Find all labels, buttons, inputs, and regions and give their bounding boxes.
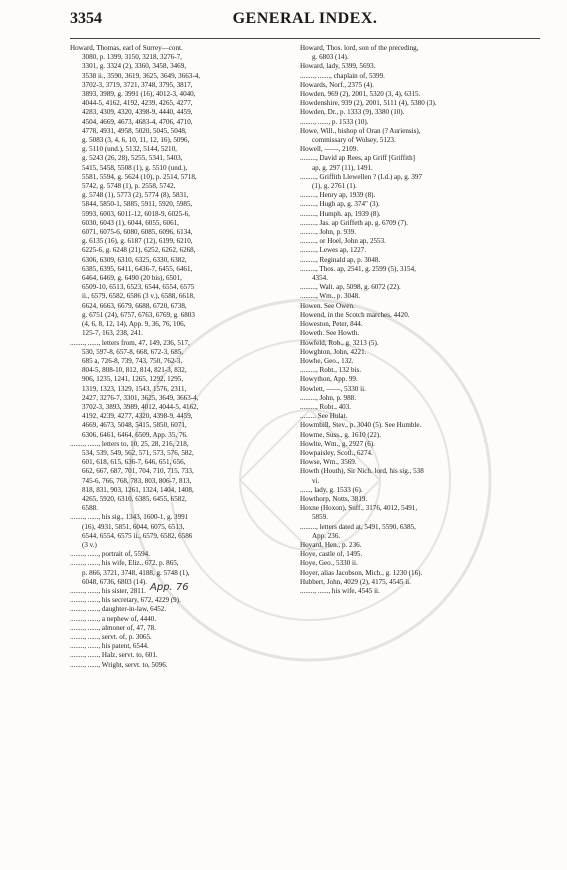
- index-entry-continuation: p. 866, 3721, 3748, 4188, g. 5748 (1),: [82, 568, 190, 577]
- index-entry-continuation: App. 236.: [312, 531, 341, 540]
- index-entry-continuation: 6385, 6395, 6411, 6436-7, 6455, 6461,: [82, 264, 193, 273]
- index-entry: ........., Hugh ap, g. 374" (3).: [300, 200, 380, 209]
- index-entry: Howeston, Peter, 844.: [300, 320, 363, 329]
- handwritten-note: App. 76: [150, 582, 189, 593]
- index-entry-continuation: (1), g. 2761 (1).: [312, 182, 357, 191]
- index-entry-continuation: 6588.: [82, 504, 98, 513]
- index-entry: Hoyard, Hen., p. 236.: [300, 540, 362, 549]
- index-entry: Howth (Houth), Sir Nich. lord, his sig., 538: [300, 467, 424, 476]
- index-entry-continuation: 662, 667, 687, 701, 704, 710, 715, 733,: [82, 467, 194, 476]
- index-entry: ........., or Hoel, John ap, 2553.: [300, 237, 386, 246]
- index-entry: ........., John, p. 988.: [300, 393, 356, 402]
- index-entry-continuation: 3538 ii., 3590, 3619, 3625, 3649, 3663-4,: [82, 71, 201, 80]
- index-entry: ........, ......, Wright, servt. to, 5096.: [70, 660, 168, 669]
- index-entry: ........., Robt., 403.: [300, 402, 352, 411]
- index-entry-continuation: 3893, 3989, g. 3991 (16), 4012-3, 4040,: [82, 90, 196, 99]
- index-entry: ........, ......, daughter-in-law, 6452.: [70, 605, 167, 614]
- index-entry: Howfeld, Rob., g. 3213 (5).: [300, 338, 379, 347]
- index-entry: ........., Lewes ap, 1227.: [300, 246, 366, 255]
- index-entry: ........, ......, servt. of, p. 3065.: [70, 633, 152, 641]
- index-entry-continuation: 1319, 1323, 1329, 1543, 1576, 2311,: [82, 384, 187, 393]
- index-entry: ........, ......., chaplain of, 5399.: [300, 71, 385, 80]
- index-entry: ........, ......, p. 1533 (10).: [300, 117, 369, 126]
- index-entry: Hubbert, John, 4029 (2), 4175, 4545 ii.: [300, 577, 411, 586]
- index-entry-continuation: 5415, 5458, 5508 (1), g. 5510 (und.),: [82, 163, 188, 172]
- index-entry: ......, lady, g. 1533 (6).: [300, 485, 363, 494]
- index-entry-continuation: 5993, 6003, 6011-12, 6018-9, 6025-6,: [82, 209, 190, 218]
- index-entry-continuation: 818, 831, 903, 1261, 1324, 1404, 1408,: [82, 485, 194, 494]
- index-entry: Howghton, John, 4221.: [300, 347, 367, 356]
- index-entry: ........., Walt. ap, 5098, g. 6072 (22).: [300, 283, 401, 292]
- index-entry-continuation: 3301, g. 3324 (2), 3360, 3458, 3469,: [82, 62, 187, 71]
- index-entry-continuation: (16), 4931, 5851, 6044, 6075, 6513,: [82, 522, 185, 531]
- index-entry-continuation: ap, g. 297 (11), 1491.: [312, 163, 373, 172]
- index-entry: Howden, 969 (2), 2001, 5320 (3, 4), 6315.: [300, 90, 421, 99]
- index-entry-continuation: 6306, 6461, 6464, 6509, App. 35, 76.: [82, 430, 188, 439]
- index-entry: ........, ......, his wife, Eliz., 672, p. 865,: [70, 559, 179, 568]
- header-rule: [70, 38, 540, 39]
- index-entry-continuation: g. 5243 (26, 28), 5255, 5341, 5403,: [82, 154, 183, 163]
- index-entry-continuation: 4504, 4669, 4673, 4683-4, 4706, 4710,: [82, 117, 193, 126]
- index-entry: ........., letters dated at, 5491, 5590, 6385,: [300, 522, 416, 531]
- index-entry-continuation: 6544, 6554, 6575 ii., 6579, 6582, 6586: [82, 531, 193, 540]
- index-entry: ........., Henry ap, 1939 (8).: [300, 191, 376, 200]
- index-entry: Howlett, ——, 5330 ii.: [300, 384, 366, 393]
- index-entry: Howard, Thos. lord, son of the preceding,: [300, 44, 419, 52]
- index-entry-continuation: 6048, 6736, 6803 (14).: [82, 577, 148, 586]
- index-entry: Hoyer, alias Jacobson, Mich., g. 1230 (16).: [300, 568, 423, 577]
- index-entry-continuation: 6225-6, g. 6248 (21), 6252, 6262, 6268,: [82, 246, 196, 255]
- index-entry-continuation: 6624, 6663, 6679, 6688, 6720, 6738,: [82, 301, 187, 310]
- index-entry-continuation: 5859.: [312, 513, 328, 522]
- index-entry: ........, ......, his patent, 6544.: [70, 642, 149, 651]
- index-entry: Howython, App. 99.: [300, 375, 358, 384]
- index-entry-continuation: (3 v.): [82, 540, 97, 549]
- index-entry-continuation: 4778, 4931, 4958, 5020, 5045, 5048,: [82, 126, 187, 135]
- index-entry: Hoye, Geo., 5330 ii.: [300, 559, 358, 568]
- index-entry: ........, ......, almoner of, 47, 78.: [70, 623, 156, 632]
- running-title: GENERAL INDEX.: [232, 10, 378, 27]
- index-column-right: [300, 44, 545, 596]
- index-entry-continuation: 601, 618, 615, 636-7, 646, 651, 656,: [82, 458, 186, 467]
- index-entry: Howden, Dr., p. 1333 (9), 3380 (10).: [300, 108, 405, 117]
- index-entry: Howend, in the Scotch marches, 4420.: [300, 310, 410, 319]
- index-entry-continuation: 4192, 4239, 4277, 4320, 4398-9, 4459,: [82, 412, 193, 421]
- index-entry: Howmbill, Stev., p. 3040 (5). See Humble.: [300, 421, 422, 430]
- index-entry-continuation: 5844, 5850-1, 5885, 5911, 5920, 5985,: [82, 200, 193, 209]
- index-entry-continuation: g. 5110 (und.), 5132, 5144, 5210,: [82, 145, 177, 154]
- index-entry: Howard, Thomas, earl of Surrey—cont.: [70, 44, 183, 52]
- index-entry-continuation: 125-7, 163, 238, 241.: [82, 329, 143, 338]
- index-entry: Howme, Suss., g. 1610 (22).: [300, 430, 381, 439]
- index-entry-continuation: vi.: [312, 476, 320, 485]
- index-entry: ........., Robt., 132 bis.: [300, 366, 362, 375]
- index-entry: Hoye, castle of, 1495.: [300, 550, 363, 559]
- index-entry: ........., David ap Rees, ap Griff [Griffith]: [300, 154, 415, 163]
- index-entry: ........, ......, his wife, 4545 ii.: [300, 586, 380, 595]
- index-entry-continuation: 3702-3, 3719, 3721, 3748, 3795, 3817,: [82, 80, 193, 89]
- index-column-left: [70, 44, 290, 670]
- index-entry: Howse, Wm., 3569.: [300, 458, 357, 467]
- index-entry-continuation: 6030, 6043 (1), 6044, 6055, 6061,: [82, 218, 179, 227]
- index-entry: Howthorp, Notts, 3819.: [300, 494, 368, 503]
- index-entry-continuation: g. 6751 (24), 6757, 6763, 6769, g. 6803: [82, 310, 195, 319]
- index-entry-continuation: 6306, 6309, 6310, 6325, 6330, 6382,: [82, 255, 187, 264]
- index-entry: Howdenshire, 939 (2), 2001, 5111 (4), 5380 (3).: [300, 99, 437, 108]
- index-entry-continuation: 804-5, 808-10, 812, 814, 821-3, 832,: [82, 366, 187, 375]
- index-entry: ........, ......, Halz, servt. to, 601.: [70, 651, 158, 660]
- index-entry: Howell, ——, 2109.: [300, 145, 359, 154]
- index-entry-continuation: 5581, 5594, g. 5624 (10), p. 2514, 5718,: [82, 172, 197, 181]
- index-entry: ......... See Hulat.: [300, 412, 348, 421]
- index-entry-continuation: 4044-5, 4162, 4192, 4239, 4265, 4277,: [82, 99, 193, 108]
- index-entry: ........., Griffith Llewellen ? (Ld.) ap, g. 397: [300, 172, 423, 181]
- index-entry-continuation: 906, 1235, 1241, 1265, 1292, 1295,: [82, 375, 184, 384]
- index-entry-continuation: commissary of Wolsey, 5123.: [312, 136, 396, 145]
- index-entry-continuation: 534, 539, 549, 562, 571, 573, 576, 582,: [82, 448, 194, 457]
- index-entry-continuation: 6071, 6075-6, 6080, 6085, 6096, 6134,: [82, 228, 193, 237]
- index-entry-continuation: 685 a, 726-8, 739, 743, 750, 762-3,: [82, 356, 183, 365]
- index-entry-continuation: 4354.: [312, 274, 328, 283]
- index-entry-continuation: 745-6, 766, 768, 783, 803, 806-7, 813,: [82, 476, 192, 485]
- index-entry-continuation: 6464, 6469, g. 6490 (20 bis), 6501,: [82, 274, 182, 283]
- index-entry-continuation: g. 5748 (1), 5773 (2), 5774 (8), 5831,: [82, 191, 189, 200]
- index-entry: ........, ......, his secretary, 672, 4229 (9).: [70, 596, 181, 605]
- index-entry: ........, ......, portrait of, 5594.: [70, 550, 150, 559]
- index-entry-continuation: 4669, 4673, 5048, 5415, 5850, 6071,: [82, 421, 187, 430]
- index-entry-continuation: (4, 6, 8, 12, 14), App. 9, 36, 76, 106,: [82, 320, 186, 329]
- index-entry-continuation: g. 5083 (3, 4, 6, 10, 11, 12, 16), 5096,: [82, 136, 190, 145]
- index-entry: ........., Thos. ap, 2541, g. 2599 (5), 3154,: [300, 264, 416, 273]
- page-header: [70, 10, 540, 32]
- index-entry: ........., Jas. ap Griffeth ap, g. 6709 (7).: [300, 218, 409, 227]
- index-entry-continuation: 4283, 4309, 4320, 4398-9, 4440, 4459,: [82, 108, 193, 117]
- index-entry-continuation: 3080, p. 1399, 3150, 3218, 3276-7,: [82, 53, 182, 62]
- page-number: 3354: [70, 10, 102, 27]
- index-entry-continuation: 6509-10, 6513, 6523, 6544, 6554, 6575: [82, 283, 195, 292]
- index-entry: ........., Reginald ap, p. 3048.: [300, 255, 381, 264]
- index-entry: ........, ......, his sig., 1343, 1600-1, g. 3991: [70, 513, 189, 522]
- index-entry-continuation: 530, 597-8, 657-8, 668, 672-3, 685,: [82, 347, 184, 356]
- index-entry: Howpaisley, Scotl., 6274.: [300, 448, 373, 457]
- index-entry: ........, ......, letters to, 10, 25, 28, 216, 218,: [70, 439, 189, 448]
- index-entry: Howard, lady, 5399, 5693.: [300, 62, 376, 71]
- index-entry-continuation: 2427, 3276-7, 3301, 3625, 3649, 3663-4,: [82, 393, 199, 402]
- index-entry: Howhe, Geo., 132.: [300, 356, 354, 365]
- index-entry-continuation: 4265, 5920, 6310, 6385, 6455, 6582,: [82, 494, 187, 503]
- index-entry-continuation: ii., 6579, 6582, 6586 (3 v.), 6588, 6618,: [82, 292, 195, 301]
- index-entry-continuation: 5742, g. 5748 (1), p. 2558, 5742,: [82, 182, 176, 191]
- index-entry: Howards, Norf., 2375 (4).: [300, 80, 374, 89]
- index-entry-continuation: 3702-3, 3893, 3989, 4012, 4044-5, 4162,: [82, 402, 199, 411]
- index-entry: Howen. See Owen.: [300, 301, 355, 310]
- index-entry: ........, ......, letters from, 47, 149, 236, 517,: [70, 338, 190, 347]
- index-entry: ........, ......, a nephew of, 4440.: [70, 614, 157, 623]
- index-entry: Hoxne (Hoxon), Suff., 3176, 4012, 5491,: [300, 504, 418, 513]
- index-entry: ........., Humph. ap, 1939 (8).: [300, 209, 381, 218]
- index-entry: ........, ......, his sister, 2811.: [70, 586, 146, 595]
- index-entry: ........., Wm., p. 3048.: [300, 292, 360, 301]
- index-entry: Howe, Will., bishop of Oran (? Auriensis),: [300, 126, 421, 135]
- index-entry: Howlte, Wm., g. 2927 (6).: [300, 439, 375, 448]
- index-entry-continuation: g. 6803 (14).: [312, 53, 349, 62]
- index-entry: Howeth. See Howth.: [300, 329, 360, 338]
- index-entry: ........., John, p. 939.: [300, 228, 356, 237]
- index-entry-continuation: g. 6135 (16), g. 6187 (12), 6199, 6210,: [82, 237, 193, 246]
